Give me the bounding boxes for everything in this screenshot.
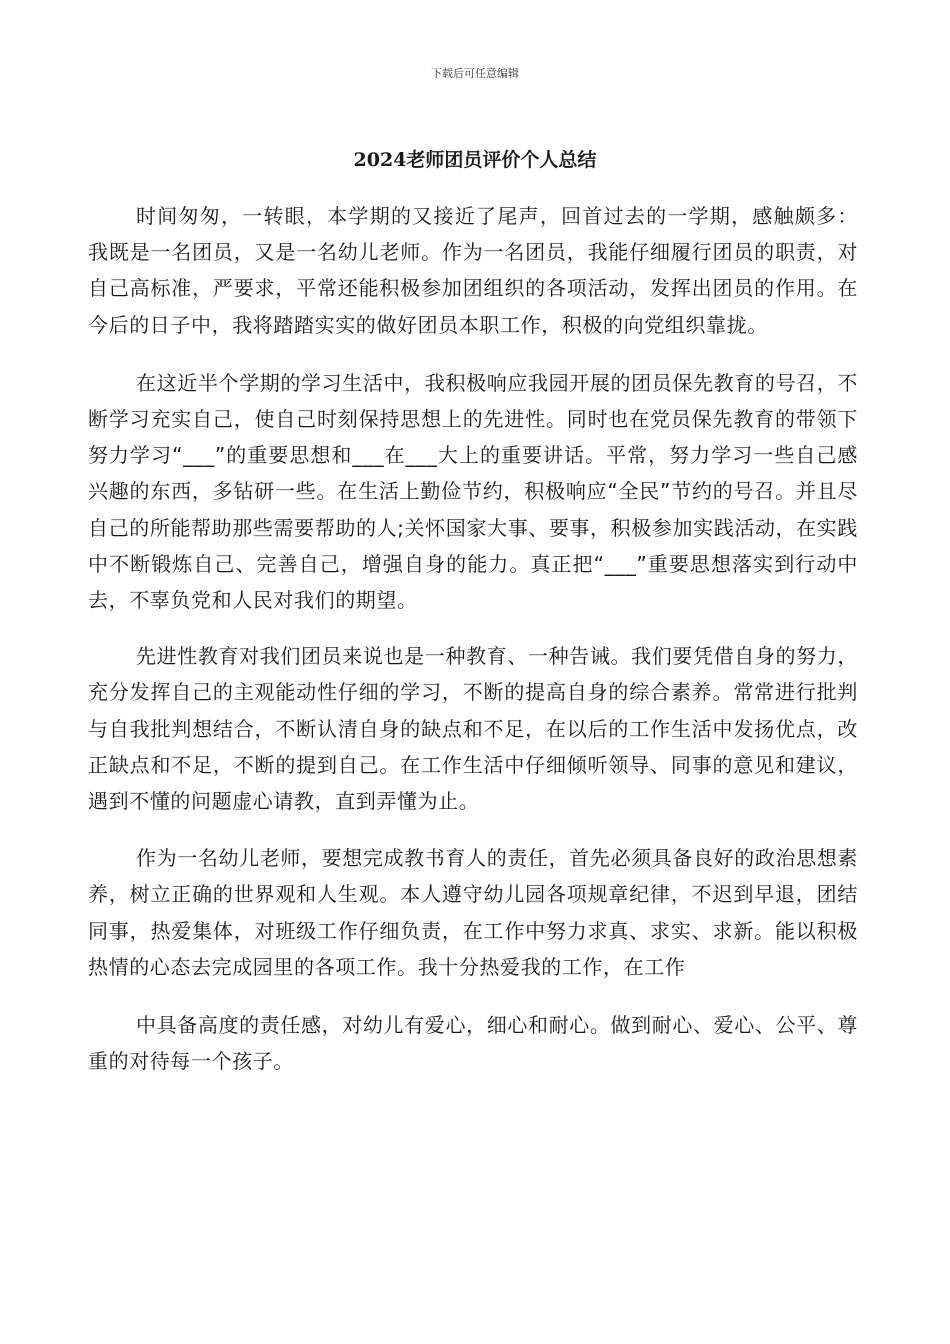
paragraph-5: 中具备高度的责任感，对幼儿有爱心，细心和耐心。做到耐心、爱心、公平、尊重的对待每一个孩子。 bbox=[88, 1013, 858, 1074]
paragraph-2: 在这近半个学期的学习生活中，我积极响应我园开展的团员保先教育的号召，不断学习充实自己，使自己时刻保持思想上的先进性。同时也在党员保先教育的带领下努力学习“___”的重要思想和___在___大上的重要讲话。平常，努力学习一些自己感兴趣的东西，多钻研一些。在生活上勤俭节约，积极响应“全民”节约的号召。并且尽自己的所能帮助那些需要帮助的人;关怀国家大事、要事，积极参加实践活动，在实践中不断锻炼自己、完善自己，增强自身的能力。真正把“___”重要思想落实到行动中去，不辜负党和人民对我们的期望。 bbox=[88, 370, 858, 613]
document-title: 2024老师团员评价个人总结 bbox=[353, 149, 597, 171]
paragraph-4: 作为一名幼儿老师，要想完成教书育人的责任，首先必须具备良好的政治思想素养，树立正确的世界观和人生观。本人遵守幼儿园各项规章纪律，不迟到早退，团结同事，热爱集体，对班级工作仔细负责，在工作中努力求真、求实、求新。能以积极热情的心态去完成园里的各项工作。我十分热爱我的工作，在工作 bbox=[88, 846, 858, 979]
paragraph-3: 先进性教育对我们团员来说也是一种教育、一种告诫。我们要凭借自身的努力，充分发挥自己的主观能动性仔细的学习，不断的提高自身的综合素养。常常进行批判与自我批判想结合，不断认清自身的缺点和不足，在以后的工作生活中发扬优点，改正缺点和不足，不断的提到自己。在工作生活中仔细倾听领导、同事的意见和建议，遇到不懂的问题虚心请教，直到弄懂为止。 bbox=[88, 644, 858, 814]
paragraph-1: 时间匆匆，一转眼，本学期的又接近了尾声，回首过去的一学期，感触颇多： 我既是一名团员，又是一名幼儿老师。作为一名团员，我能仔细履行团员的职责，对自己高标准，严要求，平常还能积极参加团组织的各项活动，发挥出团员的作用。在今后的日子中，我将踏踏实实的做好团员本职工作，积极的向党组织靠拢。 bbox=[88, 204, 858, 337]
page-header: 下载后可任意编辑 bbox=[431, 67, 519, 80]
document-body bbox=[88, 198, 858, 1079]
